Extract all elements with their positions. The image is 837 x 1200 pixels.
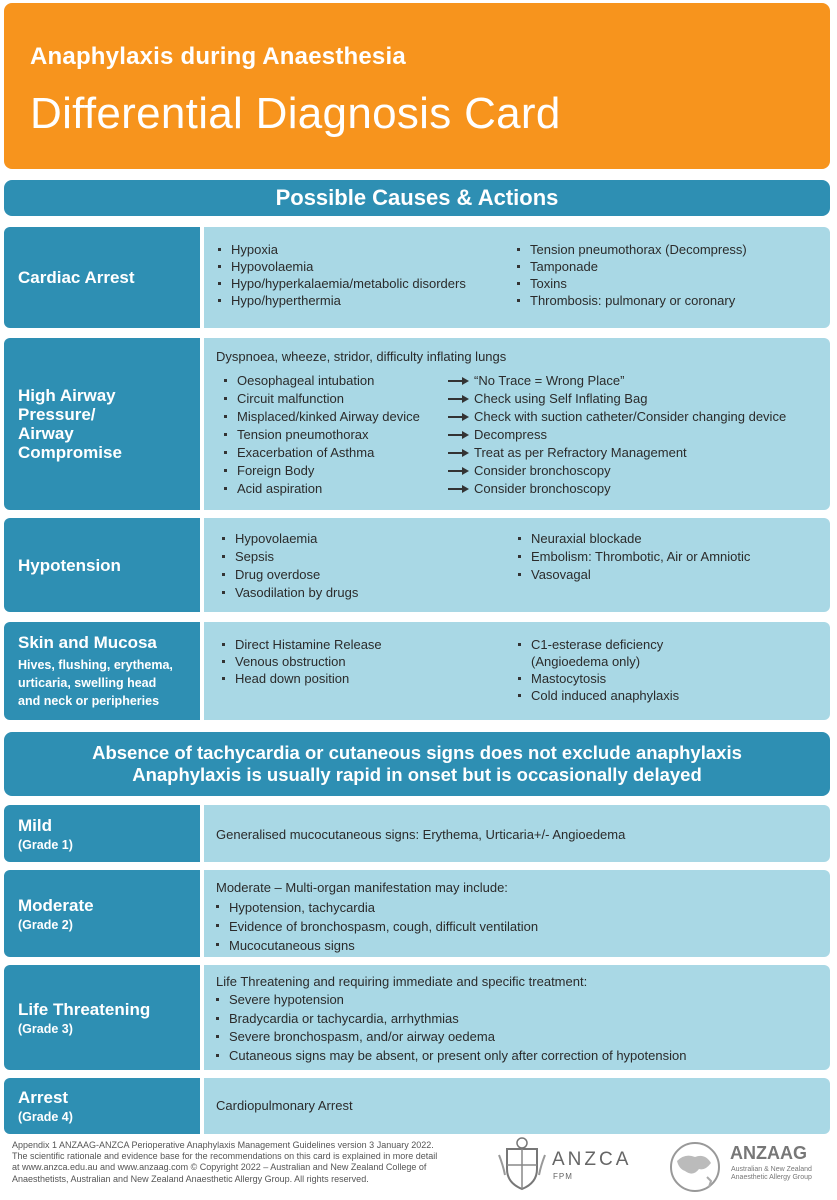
arrow-right-icon — [448, 372, 470, 390]
anzca-logo-text: ANZCA — [552, 1149, 632, 1170]
list-item: Drug overdose — [216, 566, 358, 584]
list-item: Severe bronchospasm, and/or airway oedema — [210, 1028, 686, 1047]
skin-mucosa-body — [204, 622, 830, 720]
list-item: Hypovolaemia — [216, 530, 358, 548]
arrow-right-icon — [448, 426, 470, 444]
list-item: Check with suction catheter/Consider changing device — [448, 408, 786, 426]
grade-life-threatening-body: Life Threatening and requiring immediate and specific treatment: Severe hypotension Bradycardia or tachycardia, arrhythmias Severe bronchospasm, and/or airway oedema Cutaneous signs may be absent, or present only after correction of hypotension — [204, 965, 830, 1070]
arrow-right-icon — [448, 390, 470, 408]
hypotension-body — [204, 518, 830, 612]
airway-body — [204, 338, 830, 510]
list-item: Tamponade — [511, 258, 747, 275]
list-item: Exacerbation of Asthma — [218, 444, 420, 462]
anzca-crest-icon — [497, 1135, 547, 1193]
warning-line-2: Anaphylaxis is usually rapid in onset but is occasionally delayed — [132, 764, 702, 785]
list-item: Evidence of bronchospasm, cough, difficult ventilation — [210, 917, 538, 936]
fpm-logo-text: FPM — [553, 1172, 573, 1181]
arrow-right-icon — [448, 444, 470, 462]
list-item: Cutaneous signs may be absent, or present only after correction of hypotension — [210, 1047, 686, 1066]
grade-arrest-body: Cardiopulmonary Arrest — [204, 1078, 830, 1134]
airway-intro: Dyspnoea, wheeze, stridor, difficulty inflating lungs — [216, 349, 507, 364]
hypotension-causes-col2 — [512, 530, 750, 584]
warning-line-1: Absence of tachycardia or cutaneous signs does not exclude anaphylaxis — [92, 742, 742, 763]
list-item: Tension pneumothorax (Decompress) — [511, 241, 747, 258]
skin-mucosa-label: Skin and Mucosa Hives, flushing, erythema, urticaria, swelling head and neck or peripheries — [4, 622, 200, 720]
list-item: “No Trace = Wrong Place” — [448, 372, 786, 390]
grade-arrest-label: Arrest (Grade 4) — [4, 1078, 200, 1134]
airway-causes — [218, 372, 420, 498]
airway-row — [4, 338, 830, 510]
anzaag-logo-text: ANZAAG — [730, 1143, 807, 1163]
grade-mild-body: Generalised mucocutaneous signs: Erythema, Urticaria+/- Angioedema — [204, 805, 830, 862]
list-item-continuation: (Angioedema only) — [531, 654, 641, 669]
causes-heading: Possible Causes & Actions — [4, 180, 830, 216]
list-item: Toxins — [511, 275, 747, 292]
arrow-right-icon — [448, 462, 470, 480]
grade-life-threatening-row — [4, 965, 830, 1070]
grade-mild-label: Mild (Grade 1) — [4, 805, 200, 862]
footer-copyright: Appendix 1 ANZAAG-ANZCA Perioperative Anaphylaxis Management Guidelines version 3 January 2022. The scientific rationale and evidence base for the recommendations on this card is explained in more detail at www.anzca.edu.au and www.anzaag.com © Copyright 2022 – Australian and New Zealand College of Anaesthetists, Australian and New Zealand Anaesthetic Allergy Group. All rights reserved. — [12, 1140, 438, 1184]
list-item: Consider bronchoscopy — [448, 480, 786, 498]
list-item: Decompress — [448, 426, 786, 444]
moderate-items — [210, 898, 538, 955]
list-item: Bradycardia or tachycardia, arrhythmias — [210, 1010, 686, 1029]
cardiac-arrest-body — [204, 227, 830, 328]
list-item: Mastocytosis — [512, 670, 679, 687]
list-item: Hypoxia — [212, 241, 466, 258]
list-item: Treat as per Refractory Management — [448, 444, 786, 462]
hypotension-label: Hypotension — [4, 518, 200, 612]
list-item: Direct Histamine Release — [216, 636, 382, 653]
grade-life-threatening-label: Life Threatening (Grade 3) — [4, 965, 200, 1070]
card-header — [4, 3, 830, 169]
list-item: Venous obstruction — [216, 653, 382, 670]
list-item: Severe hypotension — [210, 991, 686, 1010]
life-threatening-items — [210, 991, 686, 1065]
skin-mucosa-row — [4, 622, 830, 720]
cardiac-arrest-row — [4, 227, 830, 328]
list-item: Acid aspiration — [218, 480, 420, 498]
list-item: Foreign Body — [218, 462, 420, 480]
hypotension-row — [4, 518, 830, 612]
header-subtitle: Anaphylaxis during Anaesthesia — [30, 43, 406, 70]
hypotension-causes-col1 — [216, 530, 358, 602]
skin-causes-col2 — [512, 636, 679, 704]
cardiac-causes-col1 — [212, 241, 466, 309]
list-item: Head down position — [216, 670, 382, 687]
skin-causes-col1 — [216, 636, 382, 687]
arrow-right-icon — [448, 408, 470, 426]
list-item: Hypo/hyperkalaemia/metabolic disorders — [212, 275, 466, 292]
list-item: Hypovolaemia — [212, 258, 466, 275]
list-item: Embolism: Thrombotic, Air or Amniotic — [512, 548, 750, 566]
list-item: Circuit malfunction — [218, 390, 420, 408]
list-item: Vasovagal — [512, 566, 750, 584]
grade-moderate-label: Moderate (Grade 2) — [4, 870, 200, 957]
list-item: Misplaced/kinked Airway device — [218, 408, 420, 426]
list-item: Hypotension, tachycardia — [210, 898, 538, 917]
list-item: Thrombosis: pulmonary or coronary — [511, 292, 747, 309]
cardiac-causes-col2 — [511, 241, 747, 309]
list-item: C1-esterase deficiency — [512, 636, 679, 653]
grade-arrest-row — [4, 1078, 830, 1134]
anzaag-logo-icon — [665, 1141, 725, 1193]
grade-mild-row — [4, 805, 830, 862]
list-item: Sepsis — [216, 548, 358, 566]
grade-moderate-row — [4, 870, 830, 957]
list-item: Neuraxial blockade — [512, 530, 750, 548]
cardiac-arrest-label: Cardiac Arrest — [4, 227, 200, 328]
list-item: Mucocutaneous signs — [210, 936, 538, 955]
list-item: Tension pneumothorax — [218, 426, 420, 444]
anzaag-subtitle: Australian & New Zealand Anaesthetic Allergy Group — [731, 1166, 812, 1181]
grade-moderate-body: Moderate – Multi-organ manifestation may include: Hypotension, tachycardia Evidence of bronchospasm, cough, difficult ventilation Mucocutaneous signs — [204, 870, 830, 957]
list-item: Hypo/hyperthermia — [212, 292, 466, 309]
list-item: Vasodilation by drugs — [216, 584, 358, 602]
header-title: Differential Diagnosis Card — [30, 89, 561, 138]
list-item: Consider bronchoscopy — [448, 462, 786, 480]
warning-banner — [4, 732, 830, 796]
airway-label: High Airway Pressure/ Airway Compromise — [4, 338, 200, 510]
list-item: Cold induced anaphylaxis — [512, 687, 679, 704]
list-item: Check using Self Inflating Bag — [448, 390, 786, 408]
list-item: Oesophageal intubation — [218, 372, 420, 390]
arrow-right-icon — [448, 480, 470, 498]
airway-actions — [448, 372, 786, 498]
